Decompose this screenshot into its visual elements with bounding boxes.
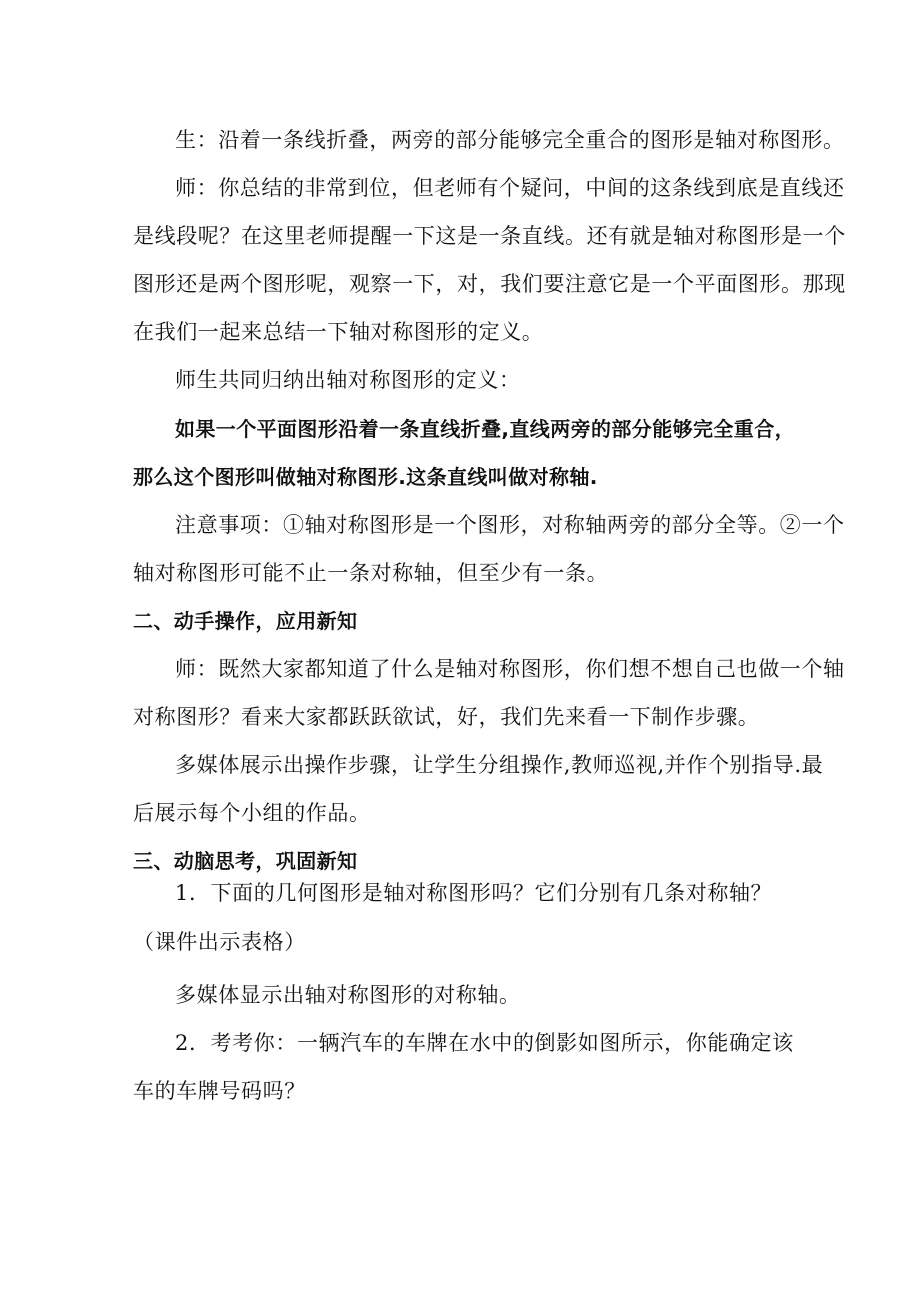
teacher-question-line-4: 在我们一起来总结一下轴对称图形的定义。 [133,320,544,344]
student-answer-line: 生：沿着一条线折叠，两旁的部分能够完全重合的图形是轴对称图形。 [175,128,845,152]
multimedia-axis-line: 多媒体显示出轴对称图形的对称轴。 [175,983,521,1007]
activity-line-2: 对称图形？看来大家都跃跃欲试，好，我们先来看一下制作步骤。 [133,705,760,729]
question-1: 1．下面的几何图形是轴对称图形吗？它们分别有几条对称轴？ [175,881,773,905]
notes-line-2: 轴对称图形可能不止一条对称轴，但至少有一条。 [133,561,609,585]
teacher-question-line-3: 图形还是两个图形呢，观察一下，对，我们要注意它是一个平面图形。那现 [133,272,846,296]
teacher-question-line-1: 师：你总结的非常到位，但老师有个疑问，中间的这条线到底是直线还 [175,176,845,200]
activity-line-1: 师：既然大家都知道了什么是轴对称图形，你们想不想自己也做一个轴 [175,657,845,681]
teacher-question-line-2: 是线段呢？在这里老师提醒一下这是一条直线。还有就是轴对称图形是一个 [133,224,846,248]
definition-line-1: 如果一个平面图形沿着一条直线折叠,直线两旁的部分能够完全重合， [175,417,795,441]
multimedia-steps-line-2: 后展示每个小组的作品。 [133,801,371,825]
courseware-note: （课件出示表格） [133,930,306,954]
section-heading-3: 三、动脑思考，巩固新知 [133,849,358,873]
section-heading-2: 二、动手操作，应用新知 [133,609,358,633]
notes-line-1: 注意事项：①轴对称图形是一个图形，对称轴两旁的部分全等。②一个 [175,513,845,537]
question-2-line-2: 车的车牌号码吗？ [133,1079,306,1103]
question-2-line-1: 2．考考你：一辆汽车的车牌在水中的倒影如图所示，你能确定该 [175,1031,794,1055]
definition-line-2: 那么这个图形叫做轴对称图形.这条直线叫做对称轴. [133,465,598,489]
summary-intro: 师生共同归纳出轴对称图形的定义： [175,368,521,392]
multimedia-steps-line-1: 多媒体展示出操作步骤，让学生分组操作,教师巡视,并作个别指导.最 [175,753,824,777]
